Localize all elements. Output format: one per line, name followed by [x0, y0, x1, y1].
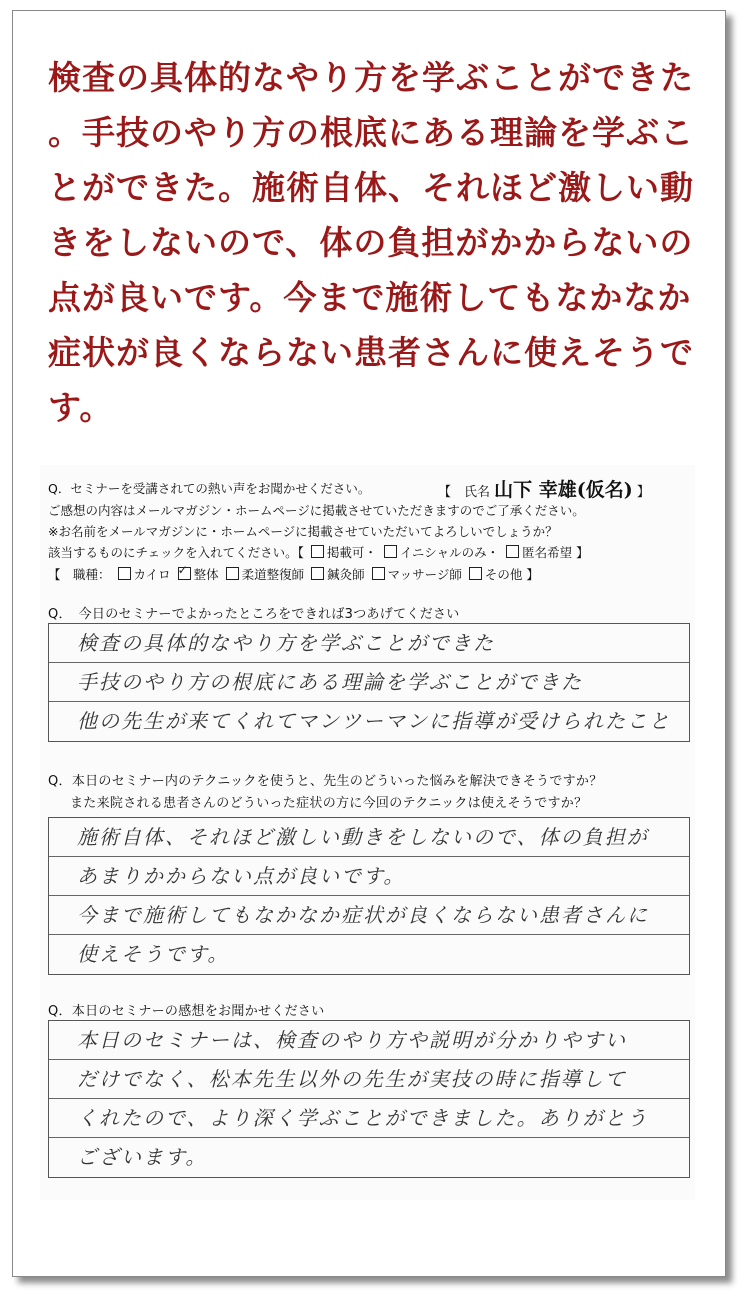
- job-option: マッサージ師: [387, 567, 462, 582]
- headline-line: 検査の具体的なやり方を学ぶことができた: [48, 58, 694, 97]
- checkbox-judo[interactable]: [226, 567, 239, 580]
- answer-1-box: [48, 623, 690, 742]
- answer-3-box: [48, 1020, 690, 1178]
- handwritten-line: 今まで施術してもなかなか症状が良くならない患者さんに: [49, 896, 689, 935]
- question-2b: また来院される患者さんのどういった症状の方に今回のテクニックは使えそうですか？: [70, 796, 588, 811]
- headline-line: とができた。施術自体、それほど激しい動: [48, 168, 694, 207]
- question-3: Q．本日のセミナーの感想をお聞かせください: [48, 1004, 325, 1019]
- consent-suffix: 】: [576, 545, 589, 560]
- consent-prefix: 該当するものにチェックを入れてください。【: [48, 545, 304, 560]
- job-row: [48, 565, 539, 583]
- handwritten-line: だけでなく、松本先生以外の先生が実技の時に指導して: [49, 1060, 689, 1099]
- handwritten-line: 検査の具体的なやり方を学ぶことができた: [49, 624, 689, 663]
- consent-option-anonymous: 匿名希望: [522, 545, 573, 560]
- name-field: [438, 475, 650, 502]
- handwritten-line: 手技のやり方の根底にある理論を学ぶことができた: [49, 663, 689, 702]
- checkbox-acupuncture[interactable]: [311, 567, 324, 580]
- handwritten-line: くれたので、より深く学ぶことができました。ありがとう: [49, 1099, 689, 1138]
- job-option: 柔道整復師: [241, 567, 305, 582]
- consent-option-initials: イニシャルのみ・: [399, 545, 500, 560]
- headline-line: 点が良いです。今まで施術してもなかなか: [48, 278, 692, 317]
- checkbox-initials[interactable]: [384, 545, 397, 558]
- headline-line: きをしないので、体の負担がかからないの: [48, 223, 694, 262]
- consent-option-publish: 掲載可・: [326, 545, 377, 560]
- handwritten-line: あまりかからない点が良いです。: [49, 857, 689, 896]
- name-value: 山下 幸雄(仮名): [494, 479, 633, 501]
- consent-row: [48, 543, 589, 561]
- handwritten-line: 施術自体、それほど激しい動きをしないので、体の負担が: [49, 818, 689, 857]
- job-prefix: 【 職種：: [48, 567, 111, 582]
- name-close: 】: [636, 485, 650, 500]
- checkbox-seitai[interactable]: [178, 567, 191, 580]
- headline-line: す。: [48, 388, 114, 427]
- checkbox-other[interactable]: [469, 567, 482, 580]
- job-option: カイロ: [133, 567, 171, 582]
- headline-text: [48, 50, 698, 435]
- job-option: 鍼灸師: [327, 567, 365, 582]
- checkbox-anonymous[interactable]: [506, 545, 519, 558]
- answer-2-box: [48, 817, 690, 975]
- form-note-2: ※お名前をメールマガジンに・ホームページに掲載させていただいてよろしいでしょうか？: [48, 524, 558, 539]
- handwritten-line: ございます。: [77, 1145, 208, 1169]
- handwritten-line: 使えそうです。: [77, 942, 230, 966]
- question-1: Q． 今日のセミナーでよかったところをできれば3つあげてください: [48, 607, 460, 622]
- handwritten-line: 他の先生が来てくれてマンツーマンに指導が受けられたこと: [77, 709, 671, 733]
- job-option: 整体: [193, 567, 219, 582]
- job-suffix: 】: [526, 567, 539, 582]
- checkbox-chiro[interactable]: [118, 567, 131, 580]
- name-label: 【 氏名: [438, 485, 491, 500]
- job-option: その他: [484, 567, 523, 582]
- checkbox-publish[interactable]: [311, 545, 324, 558]
- checkbox-massage[interactable]: [372, 567, 385, 580]
- survey-form-scan: [40, 465, 695, 1200]
- headline-line: 。手技のやり方の根底にある理論を学ぶこ: [48, 113, 694, 152]
- headline-line: 症状が良くならない患者さんに使えそうで: [48, 333, 694, 372]
- form-note-1: ご感想の内容はメールマガジン・ホームページに掲載させていただきますのでご了承ください。: [48, 503, 585, 518]
- question-2a: Q．本日のセミナー内のテクニックを使うと、先生のどういった悩みを解決できそうですか？: [48, 774, 603, 789]
- handwritten-line: 本日のセミナーは、検査のやり方や説明が分かりやすい: [49, 1021, 689, 1060]
- form-intro: Q．セミナーを受講されての熱い声をお聞かせください。: [48, 481, 371, 496]
